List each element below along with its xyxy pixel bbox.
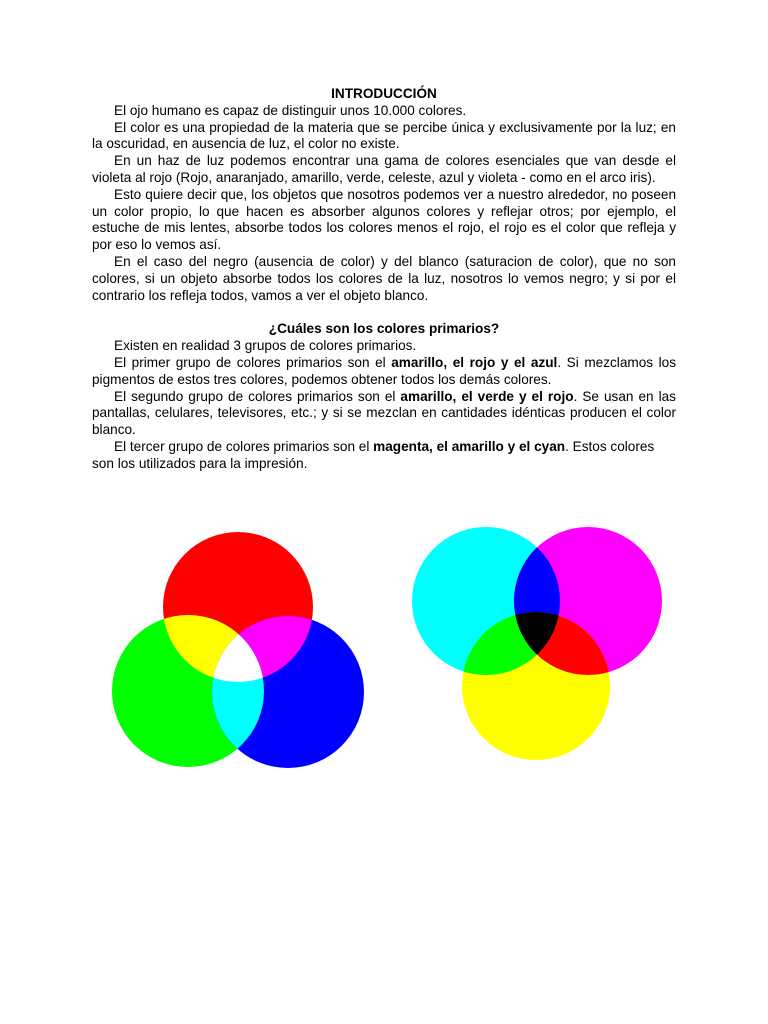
group3-text-after: . Estos colores son los utilizados para la impresión. [92,438,655,471]
group2-text-before: El segundo grupo de colores primarios son el [114,388,401,404]
group2-text-after: . Se usan en las pantallas, celulares, televisores, etc.; y si se mezclan en cantidades idénticas producen el color blanco. [92,388,676,438]
groups-intro-paragraph: Existen en realidad 3 grupos de colores primarios. [114,338,417,354]
section-heading: ¿Cuáles son los colores primarios? [268,321,500,337]
additive-color-svg [108,524,368,769]
intro-paragraph-3: En un haz de luz podemos encontrar una gama de colores esenciales que van desde el violeta al rojo (Rojo, anaranjado, amarillo, verde, celeste, azul y violeta - como en el arco iris). [92,153,676,185]
group1-bold-colors: amarillo, el rojo y el azul [391,354,558,370]
document-page [92,86,676,473]
intro-paragraph-5: En el caso del negro (ausencia de color) y del blanco (saturacion de color), que no son colores, si un objeto absorbe todos los colores de la luz, nosotros lo vemos negro; y si por el contrario los refleja todos, vamos a ver el objeto blanco. [92,253,676,303]
intro-paragraph-2: El color es una propiedad de la materia que se percibe única y exclusivamente por la luz; en la oscuridad, en ausencia de luz, el color no existe. [92,119,676,152]
group1-text-after: . Si mezclamos los pigmentos de estos tres colores, podemos obtener todos los demás colores. [92,354,677,387]
group1-text-before: El primer grupo de colores primarios son el [114,354,392,370]
group2-bold-colors: amarillo, el verde y el rojo [400,388,574,404]
subtractive-color-diagram [406,524,666,769]
group1-paragraph [92,355,676,389]
document-title: INTRODUCCIÓN [331,86,437,101]
group3-bold-colors: magenta, el amarillo y el cyan [373,438,566,454]
group3-paragraph [92,439,676,473]
group2-paragraph [92,389,676,439]
additive-color-diagram [108,524,368,769]
intro-paragraph-1: El ojo humano es capaz de distinguir unos 10.000 colores. [114,102,467,118]
subtractive-color-svg [406,524,666,769]
group3-text-before: El tercer grupo de colores primarios son el [114,438,374,454]
intro-paragraph-4: Esto quiere decir que, los objetos que nosotros podemos ver a nuestro alrededor, no poseen un color propio, lo que hacen es absorber algunos colores y reflejar otros; por ejemplo, el estuche de mis lentes, absorbe todos los colores menos el rojo, el rojo es el color que refleja y por eso lo vemos así. [92,186,676,253]
